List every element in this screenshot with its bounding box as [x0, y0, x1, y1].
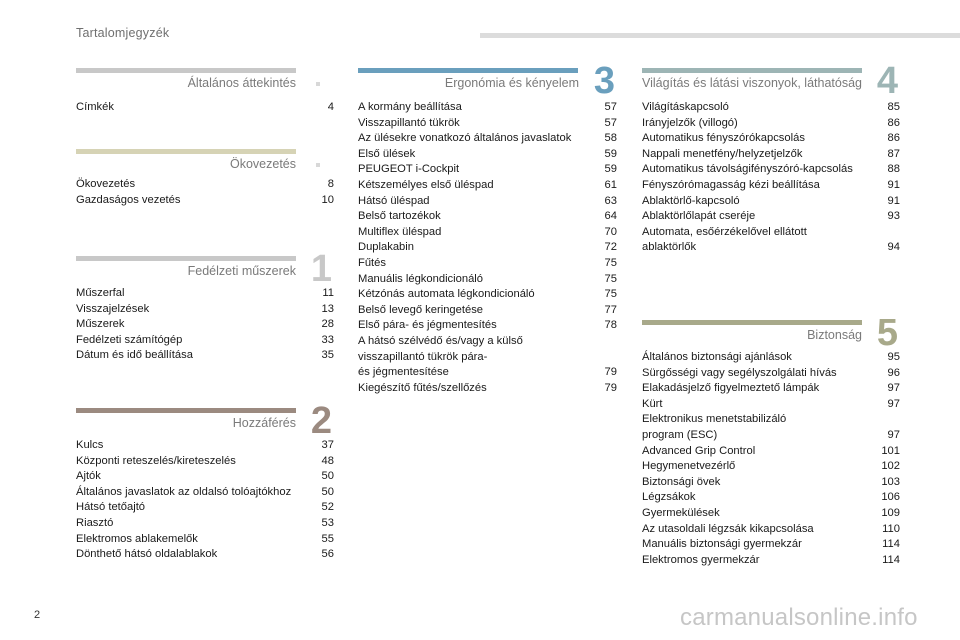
toc-entry-page: 70	[604, 225, 617, 238]
toc-entry[interactable]	[358, 256, 617, 272]
toc-entry-page: 37	[321, 439, 334, 451]
toc-entry-label: Kétszemélyes első üléspad	[358, 178, 494, 191]
toc-entry-label: Automatikus fényszórókapcsolás	[642, 132, 805, 145]
section-bar	[642, 68, 862, 73]
toc-entry-label: Belső tartozékok	[358, 210, 441, 223]
toc-entry-page: 96	[887, 366, 900, 379]
toc-entry[interactable]	[642, 116, 900, 132]
toc-entry[interactable]	[76, 516, 334, 532]
toc-entry-label: Dátum és idő beállítása	[76, 349, 193, 362]
toc-entry-label: Elektromos ablakemelők	[76, 532, 198, 545]
toc-entry-label: Duplakabin	[358, 241, 414, 254]
toc-entry[interactable]	[642, 350, 900, 366]
toc-entry-label: Elektromos gyermekzár	[642, 553, 760, 566]
toc-entry-page: 86	[887, 116, 900, 129]
toc-entry-label: PEUGEOT i-Cockpit	[358, 163, 460, 176]
toc-entry-page: 78	[604, 319, 617, 332]
toc-entry[interactable]	[358, 318, 617, 334]
section-number: 1	[310, 248, 332, 290]
toc-entry-page: 106	[881, 491, 900, 504]
toc-entry-label: A kormány beállítása	[358, 101, 462, 113]
section-number: 3	[593, 60, 615, 102]
toc-entry-label: Elakadásjelző figyelmeztető lámpák	[642, 382, 820, 395]
toc-entry-label: Belső levegő keringetése	[358, 303, 484, 316]
toc-entry[interactable]	[358, 162, 617, 178]
toc-entry[interactable]	[76, 348, 334, 364]
toc-entry[interactable]	[76, 454, 334, 470]
entry-list	[76, 100, 334, 116]
toc-entry-page: 4	[327, 101, 334, 113]
toc-entry-page: 53	[321, 516, 334, 529]
toc-entry[interactable]	[358, 225, 617, 241]
toc-entry-label: Ablaktörlő-kapcsoló	[642, 194, 740, 207]
toc-entry-page: 88	[887, 163, 900, 176]
toc-entry-page: 75	[604, 256, 617, 269]
toc-entry-page: 93	[887, 210, 900, 223]
section-bar	[76, 408, 296, 413]
toc-entry[interactable]	[76, 177, 334, 193]
entry-list	[76, 286, 334, 364]
toc-entry-page: 110	[882, 522, 900, 535]
toc-entry-page: 52	[321, 501, 334, 514]
toc-entry-page: 87	[887, 147, 900, 160]
toc-entry-page: 75	[604, 272, 617, 285]
toc-entry-label: Manuális biztonsági gyermekzár	[642, 538, 802, 551]
toc-entry[interactable]	[76, 438, 334, 454]
toc-entry-page: 56	[321, 548, 334, 561]
toc-entry-page: 103	[881, 475, 900, 488]
toc-entry[interactable]	[358, 178, 617, 194]
toc-entry-page: 61	[604, 178, 617, 191]
toc-entry[interactable]	[76, 317, 334, 333]
toc-entry[interactable]	[76, 333, 334, 349]
toc-entry[interactable]	[358, 100, 617, 116]
toc-entry[interactable]	[76, 532, 334, 548]
section-bar	[642, 320, 862, 325]
toc-entry-page: 63	[604, 194, 617, 207]
toc-entry-page: 94	[887, 241, 900, 254]
toc-entry-label: Ajtók	[76, 470, 101, 483]
toc-entry[interactable]	[642, 397, 900, 413]
toc-entry-page: 72	[604, 241, 617, 254]
toc-entry-page: 109	[881, 506, 900, 519]
toc-entry[interactable]	[358, 131, 617, 147]
page-title: Tartalomjegyzék	[76, 26, 170, 40]
toc-entry-page: 57	[604, 101, 617, 113]
toc-entry-label: Központi reteszelés/kireteszelés	[76, 454, 236, 467]
section-number: 4	[876, 60, 898, 102]
entry-list	[76, 438, 334, 563]
toc-entry-label: Légzsákok	[642, 491, 696, 504]
toc-entry-page: 58	[604, 132, 617, 145]
section-heading: Általános áttekintés	[187, 76, 296, 90]
section-dot	[316, 82, 320, 86]
section-bar	[358, 68, 578, 73]
toc-entry[interactable]	[642, 553, 900, 569]
toc-entry[interactable]	[76, 100, 334, 116]
toc-entry[interactable]	[642, 381, 900, 397]
entry-list	[358, 100, 617, 396]
section-bar	[76, 68, 296, 73]
toc-entry-label: Gyermekülések	[642, 506, 720, 519]
toc-entry-label: Advanced Grip Control	[642, 444, 756, 457]
toc-entry-label: Fedélzeti számítógép	[76, 333, 183, 346]
toc-entry-page: 97	[887, 397, 900, 410]
toc-entry[interactable]	[76, 547, 334, 563]
toc-entry-label: Kiegészítő fűtés/szellőzés	[358, 381, 487, 394]
toc-entry-label: Visszapillantó tükrök	[358, 116, 460, 129]
toc-entry[interactable]	[642, 178, 900, 194]
toc-entry[interactable]	[642, 194, 900, 210]
toc-entry-label: Gazdaságos vezetés	[76, 193, 181, 206]
toc-entry-label: Hátsó tetőajtó	[76, 501, 146, 514]
toc-entry-page: 79	[604, 381, 617, 394]
toc-entry[interactable]	[642, 131, 900, 147]
toc-entry-label: Manuális légkondicionáló	[358, 272, 484, 285]
toc-entry[interactable]	[642, 444, 900, 460]
toc-entry[interactable]	[642, 147, 900, 163]
toc-entry[interactable]	[642, 100, 900, 116]
toc-entry[interactable]	[642, 209, 900, 225]
toc-entry[interactable]	[642, 225, 900, 256]
toc-entry-label: Automata, esőérzékelővel ellátott ablaktörlők	[642, 225, 807, 254]
toc-entry-page: 102	[881, 460, 900, 473]
toc-entry[interactable]	[358, 116, 617, 132]
header-bar	[480, 33, 960, 38]
toc-entry-page: 13	[321, 302, 334, 315]
toc-entry-label: Fényszórómagasság kézi beállítása	[642, 178, 820, 191]
toc-entry[interactable]	[642, 366, 900, 382]
toc-entry-label: Sürgősségi vagy segélyszolgálati hívás	[642, 366, 837, 379]
toc-entry-label: Kürt	[642, 397, 663, 410]
section-bar	[76, 149, 296, 154]
toc-entry-label: Általános javaslatok az oldalsó tolóajtókhoz	[76, 485, 292, 498]
toc-entry-label: Multiflex üléspad	[358, 225, 442, 238]
section-dot	[316, 163, 320, 167]
toc-entry-label: Elektronikus menetstabilizáló program (ESC)	[642, 413, 787, 441]
toc-entry[interactable]	[642, 522, 900, 538]
toc-entry[interactable]	[358, 381, 617, 397]
toc-entry-page: 50	[321, 470, 334, 483]
toc-entry-label: Riasztó	[76, 516, 114, 529]
toc-entry[interactable]	[76, 302, 334, 318]
toc-entry-label: Automatikus távolságifényszóró-kapcsolás	[642, 163, 853, 176]
toc-entry[interactable]	[642, 162, 900, 178]
section-heading: Hozzáférés	[232, 416, 296, 430]
section-number: 2	[310, 400, 332, 442]
section-bar	[76, 256, 296, 261]
toc-entry-label: Világításkapcsoló	[642, 101, 729, 113]
toc-entry[interactable]	[358, 147, 617, 163]
toc-entry-label: Hegymenetvezérlő	[642, 460, 736, 473]
section-heading: Ergonómia és kényelem	[444, 76, 579, 90]
toc-entry[interactable]	[76, 286, 334, 302]
toc-entry-page: 91	[887, 178, 900, 191]
toc-entry-label: Nappali menetfény/helyzetjelzők	[642, 147, 803, 160]
toc-entry-label: Műszerfal	[76, 287, 125, 299]
toc-entry[interactable]	[76, 469, 334, 485]
toc-entry-label: Dönthető hátsó oldalablakok	[76, 548, 218, 561]
section-heading: Ökovezetés	[229, 157, 296, 171]
toc-entry[interactable]	[642, 459, 900, 475]
toc-entry-label: Ökovezetés	[76, 178, 136, 190]
section-number: 5	[876, 312, 898, 354]
toc-entry-label: Műszerek	[76, 318, 125, 331]
toc-entry-page: 86	[887, 132, 900, 145]
toc-entry-label: Kétzónás automata légkondicionáló	[358, 288, 535, 301]
toc-entry-label: Az utasoldali légzsák kikapcsolása	[642, 522, 814, 535]
toc-entry[interactable]	[358, 303, 617, 319]
toc-entry-page: 85	[887, 101, 900, 113]
toc-entry[interactable]	[358, 272, 617, 288]
toc-entry[interactable]	[642, 490, 900, 506]
toc-entry-label: Címkék	[76, 101, 114, 113]
section-heading: Világítás és látási viszonyok, láthatóság	[641, 76, 862, 90]
toc-entry[interactable]	[76, 500, 334, 516]
toc-entry-page: 57	[604, 116, 617, 129]
toc-entry-page: 91	[887, 194, 900, 207]
toc-entry[interactable]	[358, 334, 617, 381]
toc-entry-label: Az ülésekre vonatkozó általános javaslatok	[358, 132, 572, 145]
page-number: 2	[34, 609, 41, 621]
toc-entry[interactable]	[642, 475, 900, 491]
toc-entry-page: 10	[321, 193, 334, 206]
toc-entry[interactable]	[642, 506, 900, 522]
toc-entry[interactable]	[642, 412, 900, 443]
toc-entry-page: 48	[321, 454, 334, 467]
toc-entry-page: 33	[321, 333, 334, 346]
toc-entry-label: Hátsó üléspad	[358, 194, 430, 207]
toc-entry-page: 35	[321, 349, 334, 362]
toc-entry-label: Irányjelzők (villogó)	[642, 116, 738, 129]
toc-entry[interactable]	[358, 209, 617, 225]
toc-entry-label: Első pára- és jégmentesítés	[358, 319, 497, 332]
toc-entry-label: Visszajelzések	[76, 302, 150, 315]
toc-entry-label: Biztonsági övek	[642, 475, 721, 488]
toc-entry-page: 50	[321, 485, 334, 498]
toc-entry-page: 114	[882, 538, 900, 551]
toc-entry-page: 64	[604, 210, 617, 223]
toc-entry-page: 95	[887, 351, 900, 363]
toc-entry[interactable]	[76, 193, 334, 209]
section-heading: Fedélzeti műszerek	[187, 264, 296, 278]
toc-entry[interactable]	[358, 194, 617, 210]
watermark: carmanualsonline.info	[680, 604, 918, 631]
toc-entry-label: A hátsó szélvédő és/vagy a külső visszapillantó tükrök pára- és jégmentesítése	[358, 334, 523, 379]
entry-list	[76, 177, 334, 208]
toc-entry-page: 97	[887, 428, 900, 441]
toc-entry-page: 59	[604, 147, 617, 160]
toc-entry[interactable]	[358, 240, 617, 256]
toc-entry-label: Kulcs	[76, 439, 104, 451]
toc-entry-page: 77	[604, 303, 617, 316]
toc-entry-page: 114	[882, 553, 900, 566]
toc-entry-label: Fűtés	[358, 256, 386, 269]
toc-entry-label: Általános biztonsági ajánlások	[642, 351, 792, 363]
toc-entry[interactable]	[76, 485, 334, 501]
toc-entry-page: 8	[327, 178, 334, 190]
toc-entry-page: 28	[321, 318, 334, 331]
entry-list	[642, 350, 900, 568]
section-heading: Biztonság	[807, 328, 862, 342]
toc-entry-page: 101	[881, 444, 900, 457]
toc-entry-page: 97	[887, 382, 900, 395]
toc-entry[interactable]	[642, 537, 900, 553]
toc-entry[interactable]	[358, 287, 617, 303]
entry-list	[642, 100, 900, 256]
toc-entry-page: 59	[604, 163, 617, 176]
toc-entry-page: 75	[604, 288, 617, 301]
toc-entry-label: Ablaktörlőlapát cseréje	[642, 210, 756, 223]
toc-entry-page: 11	[322, 287, 334, 299]
toc-entry-page: 79	[604, 366, 617, 379]
toc-entry-page: 55	[321, 532, 334, 545]
toc-entry-label: Első ülések	[358, 147, 416, 160]
